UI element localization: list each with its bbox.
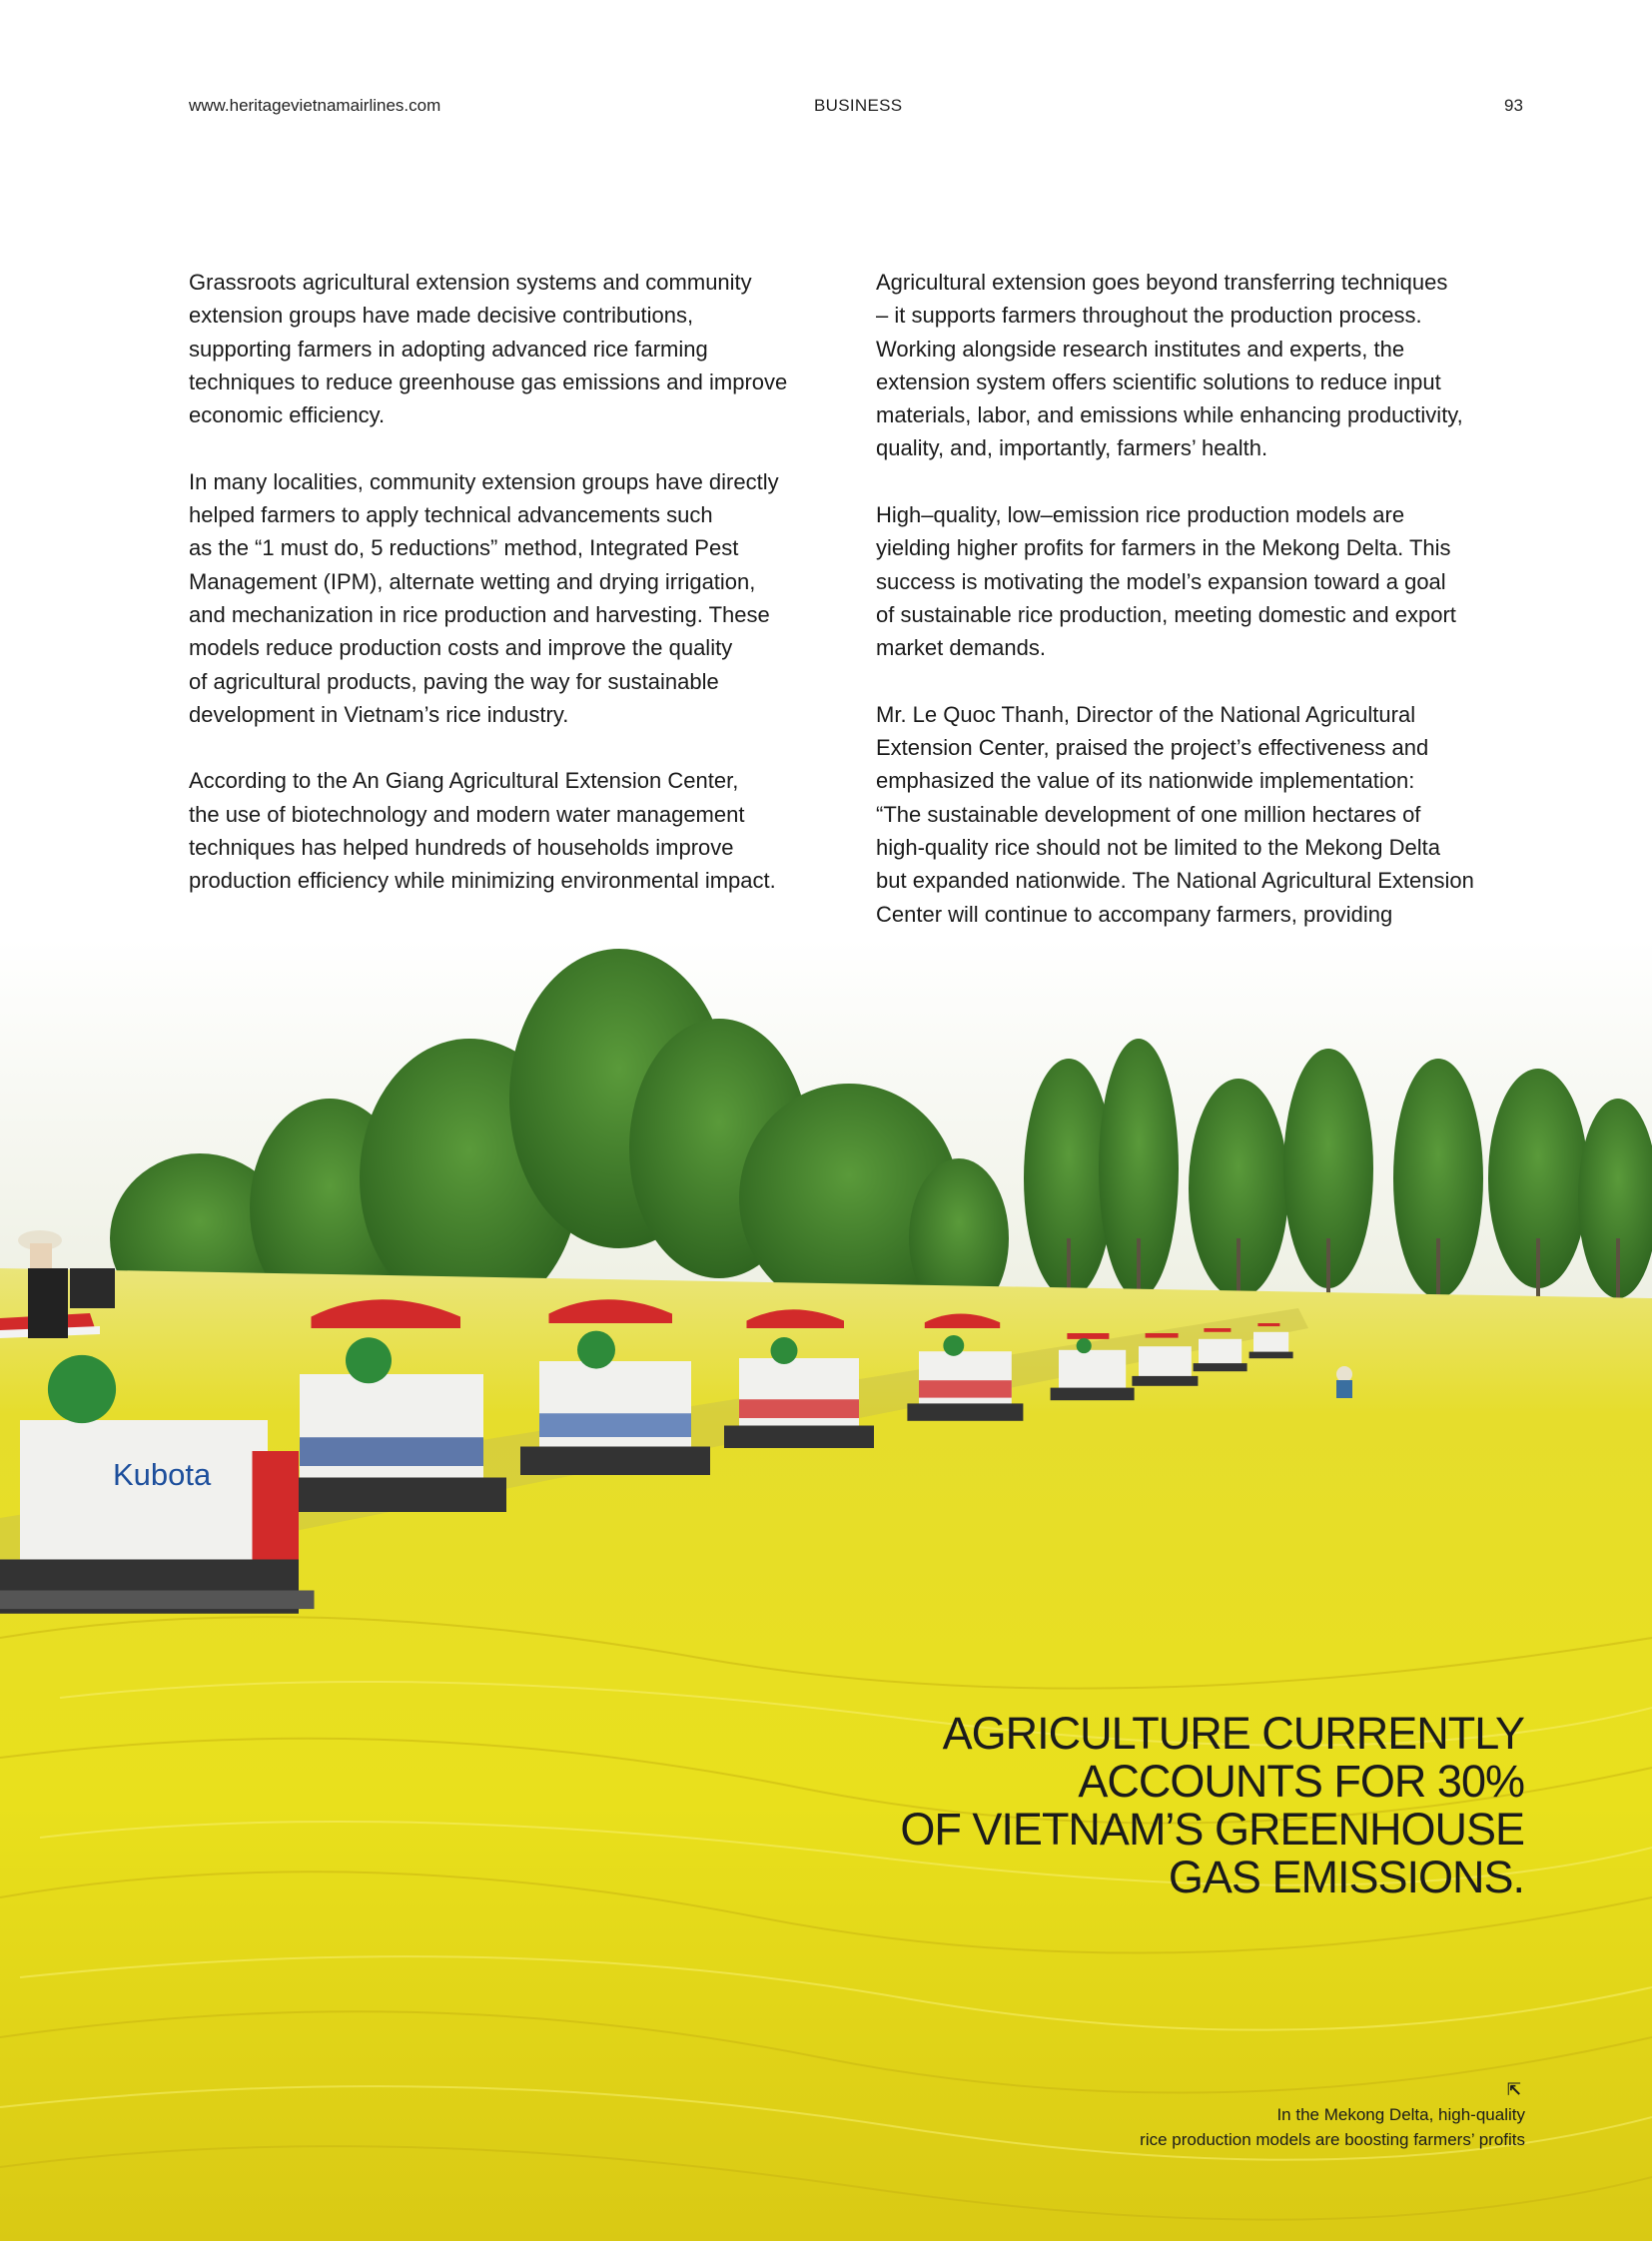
right-text-column (876, 266, 1525, 1031)
paragraph: Agricultural extension goes beyond transferring techniques – it supports farmers throughout the production process. Working alongside research institutes and experts, the extension system offers scientific solutions to reduce input materials, labor, and emissions while enhancing productivity, quality, and, importantly, farmers’ health. (876, 270, 1463, 461)
paragraph: High–quality, low–emission rice production models are yielding higher profits for farmers in the Mekong Delta. This success is motivating the model’s expansion toward a goal of sustainable rice production, meeting domestic and export market demands. (876, 502, 1456, 661)
caption-text: In the Mekong Delta, high-quality (1276, 2105, 1525, 2124)
pullquote-line: ACCOUNTS FOR 30% (1078, 1756, 1524, 1807)
pullquote (859, 1710, 1524, 1901)
caption-line-2: rice production models are boosting farmers’ profits (1140, 2130, 1525, 2149)
kubota-label: Kubota (113, 1457, 212, 1493)
page-header (0, 96, 1652, 120)
paragraph: Mr. Le Quoc Thanh, Director of the National Agricultural Extension Center, praised the project’s effectiveness and emphasized the value of its nationwide implementation: “The sustainable development of one million hectares of high-quality rice should not be limited to the Mekong Delta but expanded nationwide. The National Agricultural Extension Center will continue to accompany farmers, providing (876, 701, 1474, 927)
page-number: 93 (1504, 96, 1523, 115)
paragraph: Grassroots agricultural extension systems and community extension groups have made decisive contributions, supporting farmers in adopting advanced rice farming techniques to reduce greenhouse gas emissions and improve economic efficiency. (189, 270, 788, 428)
section-label: BUSINESS (814, 96, 903, 115)
caption-line-1 (899, 2077, 1525, 2127)
paragraph: In many localities, community extension groups have directly helped farmers to apply technical advancements such as the “1 must do, 5 reductions” method, Integrated Pest Management (IPM), alternate wetting and drying irrigation, and mechanization in rice production and harvesting. These models reduce production costs and improve the quality of agricultural products, paving the way for sustainable development in Vietnam’s rice industry. (189, 468, 779, 727)
arrow-up-left-icon: ⇱ (1506, 2080, 1521, 2099)
rice-field-photo (0, 939, 1652, 2241)
site-url[interactable]: www.heritagevietnamairlines.com (189, 96, 441, 115)
pullquote-line: OF VIETNAM’S GREENHOUSE (900, 1804, 1524, 1855)
paragraph: According to the An Giang Agricultural Extension Center, the use of biotechnology and modern water management techniques has helped hundreds of households improve production efficiency while minimizing environmental impact. (189, 768, 776, 894)
pullquote-line: GAS EMISSIONS. (1168, 1852, 1524, 1902)
left-text-column (189, 266, 828, 931)
photo-caption (899, 2077, 1525, 2152)
pullquote-line: AGRICULTURE CURRENTLY (942, 1708, 1524, 1759)
rice-field-harvesters-photo (0, 939, 1652, 2241)
